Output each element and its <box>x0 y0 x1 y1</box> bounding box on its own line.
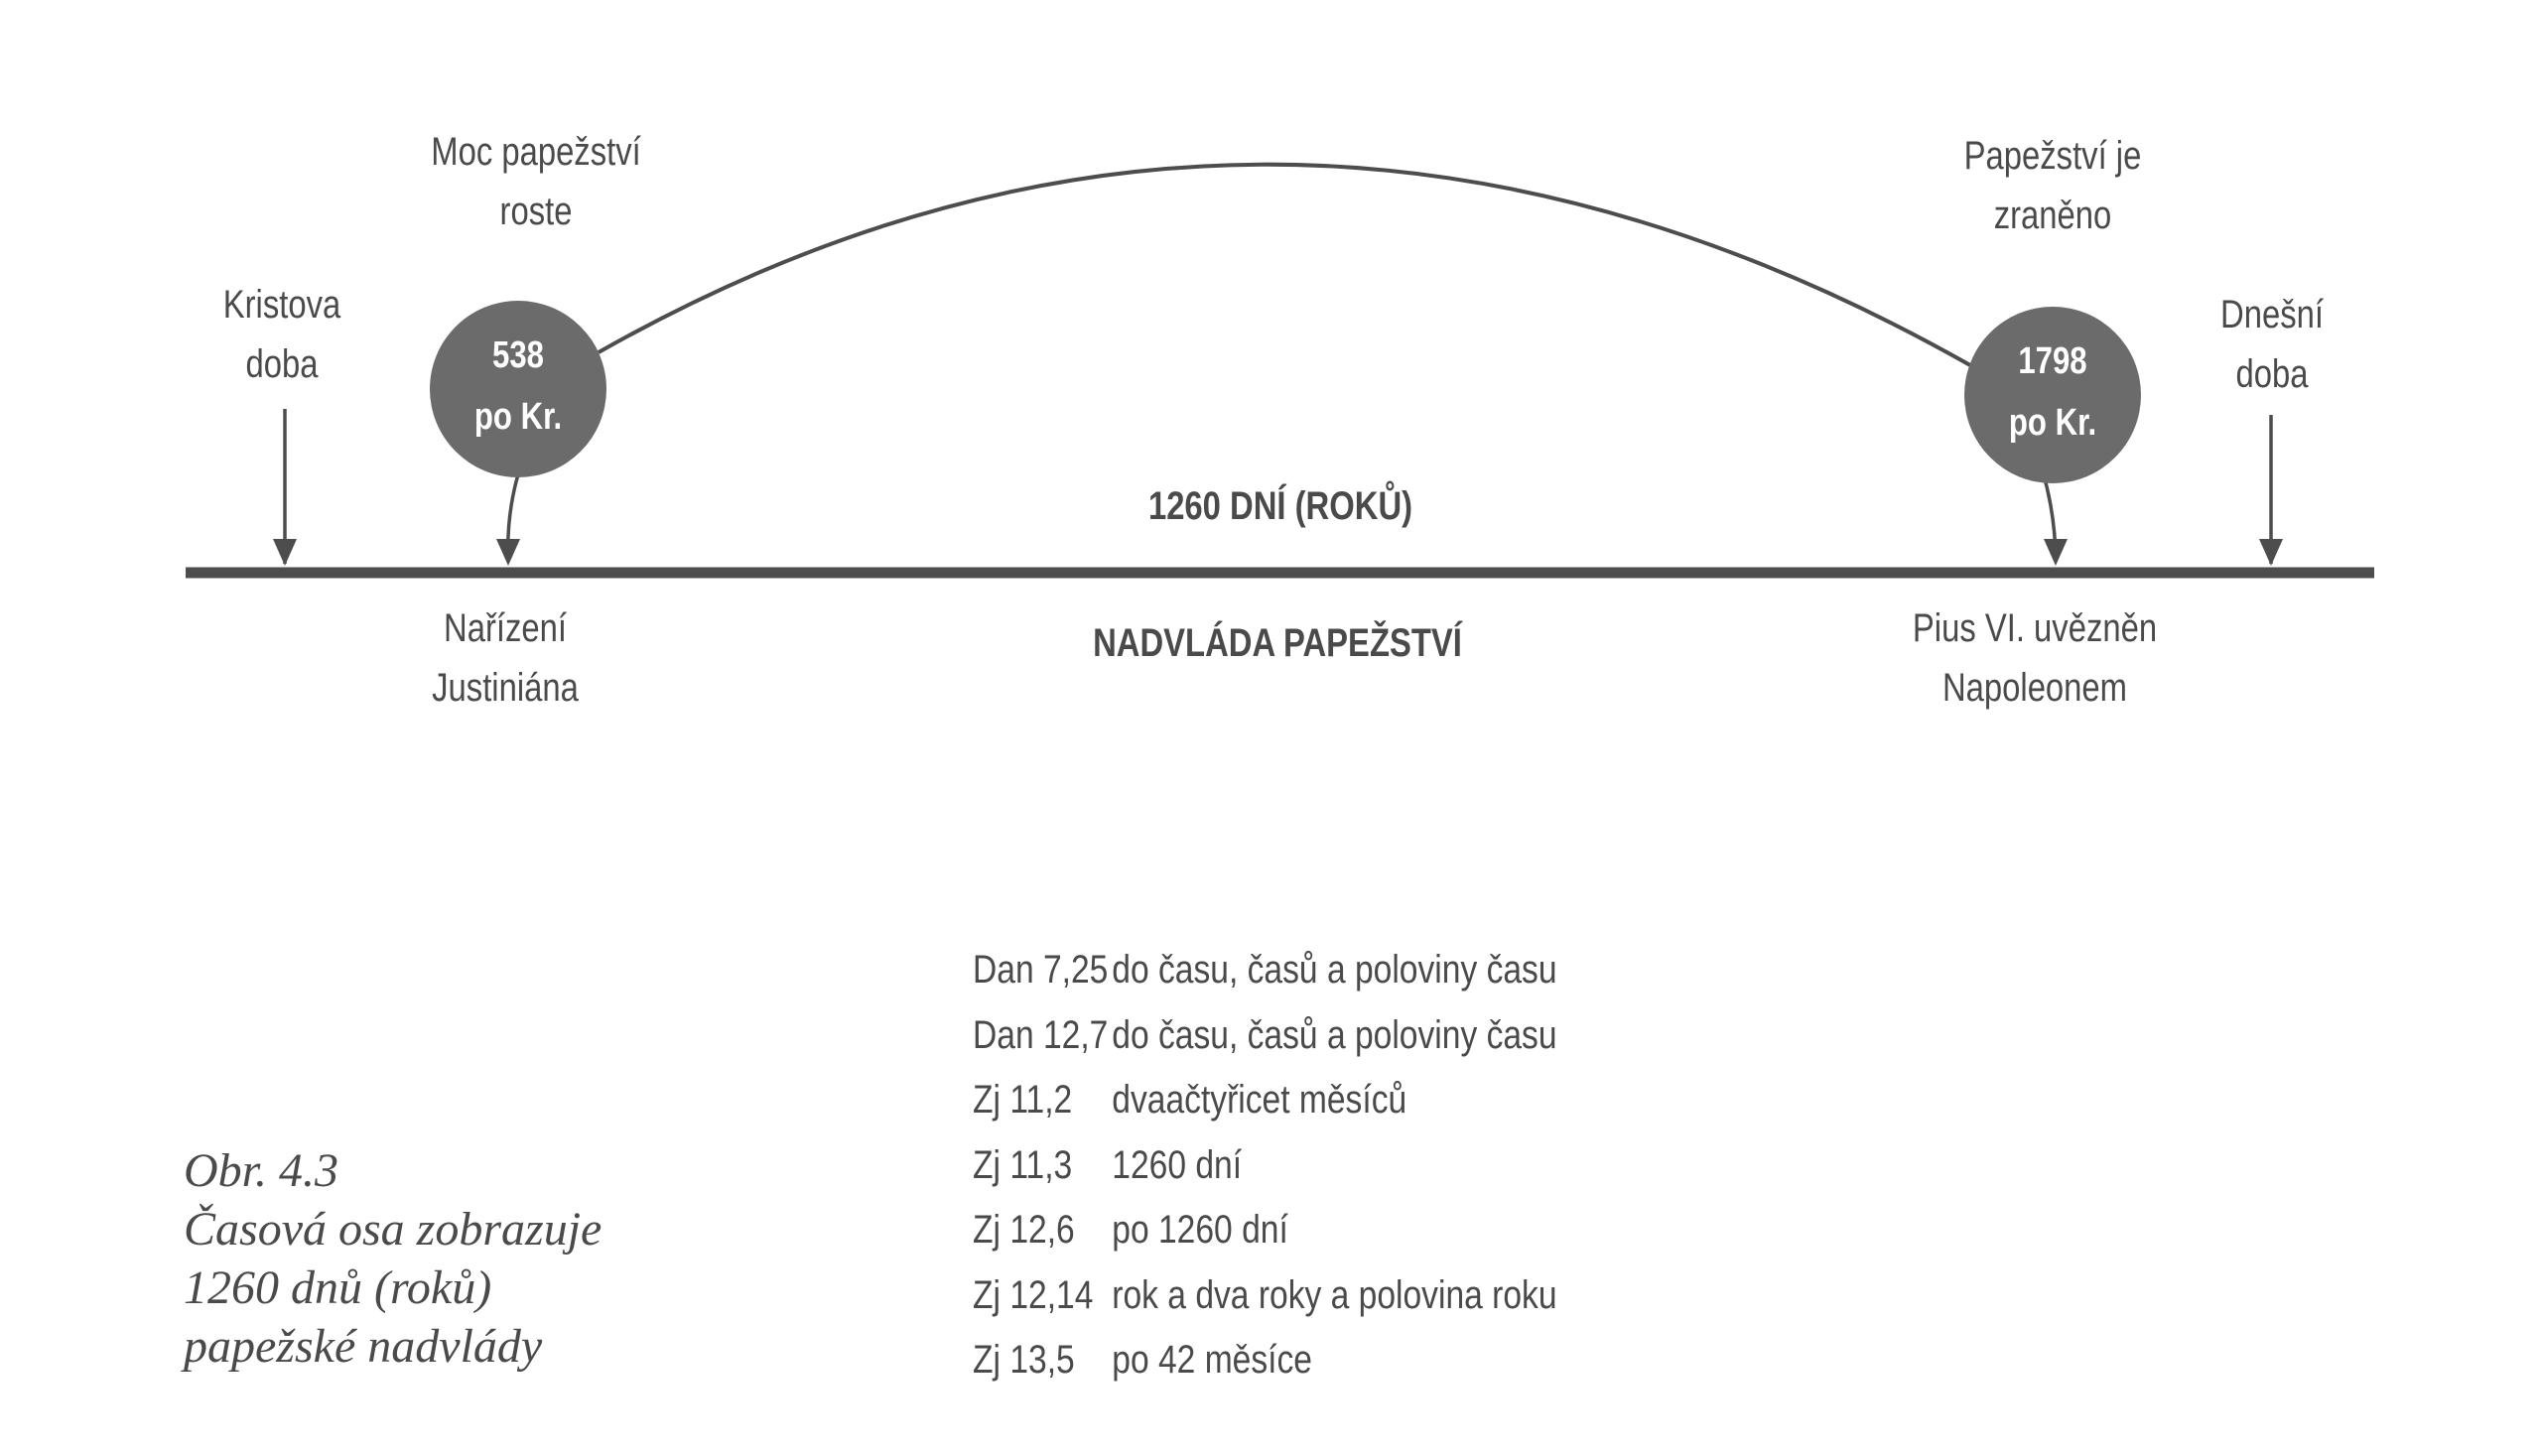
label-papacy-wounded: Papežství je zraněno <box>1963 134 2142 237</box>
reference-row <box>973 938 1557 1003</box>
circle-538-era: po Kr. <box>473 396 563 438</box>
reference-text: rok a dva roky a polovina roku <box>1112 1272 1557 1317</box>
reference-citation: Zj 11,2 <box>973 1078 1073 1123</box>
arrow-pius <box>2043 471 2068 566</box>
reference-row <box>973 1328 1557 1393</box>
label-pius-imprisoned: Pius VI. uvězněn Napoleonem <box>1912 606 2158 710</box>
label-papal-power-grows: Moc papežství roste <box>431 130 641 233</box>
arrow-decree <box>496 474 520 566</box>
circle-538 <box>430 301 606 477</box>
reference-citation: Dan 7,25 <box>973 948 1109 993</box>
arrow-today <box>2259 415 2283 566</box>
reference-table <box>973 938 1557 1393</box>
reference-citation: Zj 11,3 <box>973 1142 1073 1187</box>
label-justinian-decree: Nařízení Justiniána <box>432 606 579 710</box>
circle-1798 <box>1964 307 2141 483</box>
reference-row <box>973 1198 1557 1263</box>
reference-row <box>973 1003 1557 1069</box>
reference-text: po 42 měsíce <box>1112 1338 1312 1383</box>
circle-1798-year: 1798 <box>2018 340 2087 382</box>
figure-caption <box>184 1141 602 1376</box>
reference-citation: Zj 12,6 <box>973 1208 1075 1253</box>
reference-text: do času, časů a poloviny času <box>1112 948 1557 993</box>
arrow-christ <box>273 409 297 566</box>
reference-row <box>973 1263 1557 1329</box>
supremacy-label: NADVLÁDA PAPEŽSTVÍ <box>1093 621 1462 665</box>
caption-line: papežské nadvlády <box>184 1320 543 1373</box>
reference-text: do času, časů a poloviny času <box>1112 1012 1557 1057</box>
reference-text: po 1260 dní <box>1112 1208 1288 1253</box>
reference-citation: Dan 12,7 <box>973 1012 1109 1057</box>
caption-line: 1260 dnů (roků) <box>184 1261 492 1314</box>
reference-text: 1260 dní <box>1112 1142 1243 1187</box>
caption-line: Časová osa zobrazuje <box>184 1203 602 1256</box>
timeline-arch <box>599 165 1970 365</box>
reference-citation: Zj 13,5 <box>973 1338 1075 1383</box>
label-present-day: Dnešní doba <box>2220 293 2324 396</box>
label-christ-era: Kristova doba <box>222 283 341 386</box>
circle-538-year: 538 <box>492 334 544 376</box>
reference-row <box>973 1133 1557 1199</box>
caption-figure-number: Obr. 4.3 <box>184 1144 339 1197</box>
reference-citation: Zj 12,14 <box>973 1272 1094 1317</box>
reference-row <box>973 1068 1557 1133</box>
period-label: 1260 DNÍ (ROKŮ) <box>1147 484 1413 528</box>
reference-text: dvaačtyřicet měsíců <box>1112 1078 1407 1123</box>
circle-1798-era: po Kr. <box>2008 402 2097 444</box>
